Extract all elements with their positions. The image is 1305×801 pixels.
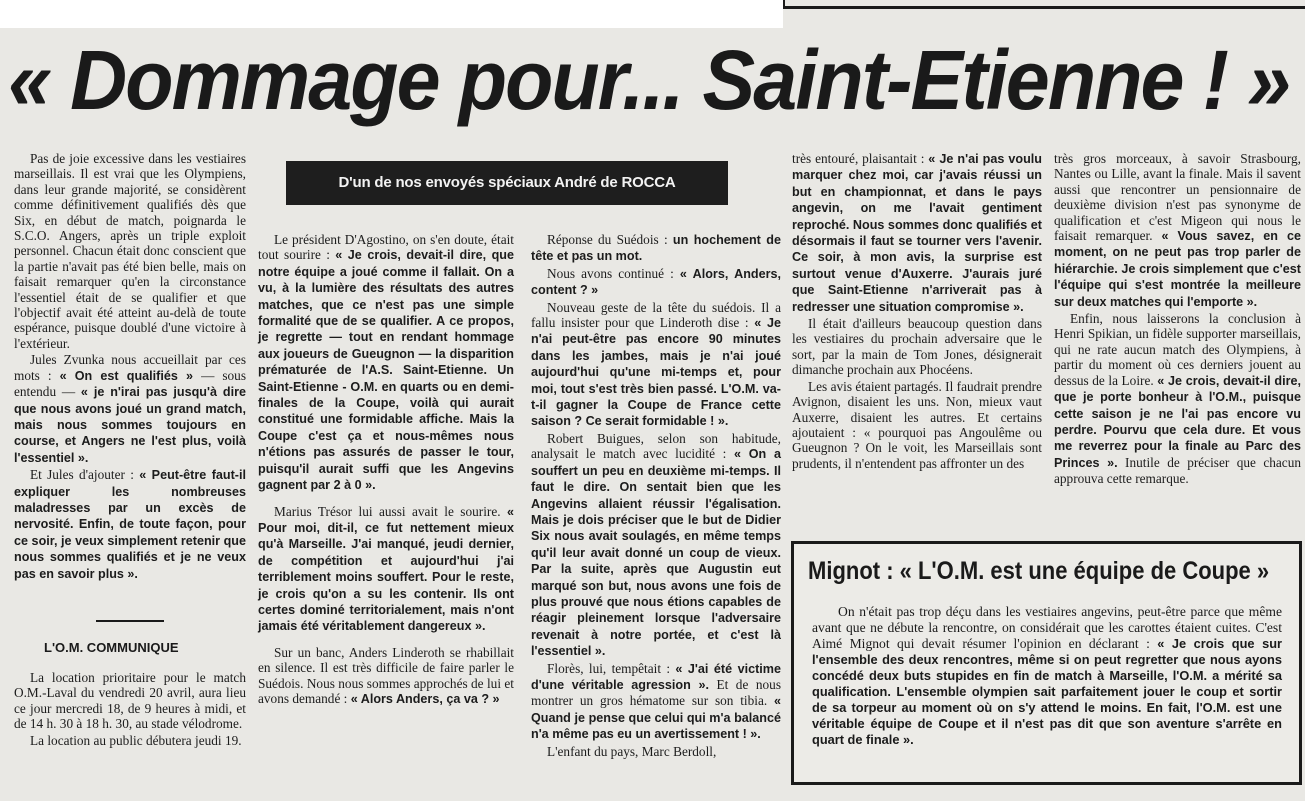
- paragraph: [792, 379, 1042, 471]
- paragraph: [531, 232, 781, 265]
- paragraph: [531, 266, 781, 299]
- quote: « Quand je pense que celui qui m'a balancé n'a même pas eu un avertissement ! ».: [531, 694, 781, 742]
- byline-banner: D'un de nos envoyés spéciaux André de ROCCA: [286, 161, 728, 205]
- text: Le président D'Agostino, on s'en doute, était tout sourire :: [258, 232, 514, 263]
- text: Et Jules d'ajouter :: [30, 467, 140, 483]
- paragraph: Pas de joie excessive dans les vestiaires marseillais. Il est vrai que les Olympiens, dans leur grande majorité, se considèrent comme définitivement qualifiés dès que Six, en début de match, poignarda le S.C.O. Angers, après un triple exploit personnel. Chacun était donc conscient que la partie n'avait pas été bien belle, mais on faisait remarquer qu'en la circonstance l'essentiel était de se qualifier et que l'objectif avait été atteint au-delà de toute espérance, puisque doublé d'une victoire à l'extérieur.: [14, 151, 246, 351]
- quote: « Je crois, devait-il dire, que je porte bonheur à l'O.M., puisque cette saison je ne l'ai pas encore vu perdre. Pourvu que cela dure. Et vous me reverrez pour la finale au Parc des Princes ».: [1054, 373, 1301, 470]
- paragraph: [1054, 311, 1301, 486]
- text: Sur un banc, Anders Linderoth se rhabillait en silence. Il est très difficile de faire parler le Suédois. Nous nous sommes approchés de lui et avons demandé :: [258, 644, 514, 706]
- paragraph: [1054, 151, 1301, 310]
- quote: « Peut-être faut-il expliquer les nombreuses maladresses par un excès de nervosité. Enfin, de toute façon, pour ce soir, je veux simplement retenir que nous sommes qualifiés et je ne veux pas en savoir plus ».: [14, 468, 246, 581]
- quote: « je n'irai pas jusqu'à dire que nous avons joué un grand match, mais nous sommes toujours en course, et Angers ne l'est plus, voilà l'essentiel ».: [14, 385, 246, 465]
- text: Robert Buigues, selon son habitude, analysait le match avec lucidité :: [531, 430, 781, 462]
- paragraph: [14, 467, 246, 582]
- text: Nouveau geste de la tête du suédois. Il a fallu insister pour que Linderoth dise :: [531, 299, 781, 331]
- quote: « Je n'ai peut-être pas encore 90 minutes dans les jambes, mais je n'ai joué aujourd'hui qu'une mi-temps et, pour moi, tout s'est très bien passé. L'O.M. va-t-il gagner la Coupe de France cette saison ? Ce serait formidable ! ».: [531, 316, 782, 429]
- text: — sous entendu —: [14, 367, 247, 400]
- paragraph: La location prioritaire pour le match O.M.-Laval du vendredi 20 avril, aura lieu ce jour mercredi 18, de 9 heures à midi, et de 14 h. 30 à 18 h. 30, au stade vélodrome.: [14, 670, 246, 732]
- communique-body: [14, 670, 246, 749]
- sidebar-title: Mignot : « L'O.M. est une équipe de Coupe »: [808, 557, 1270, 585]
- paragraph: [531, 431, 781, 660]
- paragraph: Il était d'ailleurs beaucoup question dans les vestiaires du prochain adversaire que le sort, par la main de Tom Jones, désignerait dimanche prochain aux Phocéens.: [792, 316, 1042, 378]
- paragraph: [531, 661, 781, 743]
- paragraph: [792, 151, 1042, 315]
- text: Et de nous montrer un gros hématome sur son tibia.: [531, 676, 781, 709]
- text: très gros morceaux, à savoir Strasbourg, Nantes ou Lille, avant la finale. Mais il savent aussi que rencontrer un pensionnaire de deuxième division n'est pas synonyme de qualification et c'est Migeon qui nous le faisait remarquer.: [1054, 151, 1301, 244]
- communique-title: L'O.M. COMMUNIQUE: [44, 640, 179, 655]
- quote: « J'ai été victime d'une véritable agression ».: [531, 661, 781, 692]
- quote: « pourquoi pas Angoulême ou Gueugnon ?: [792, 424, 1042, 456]
- paragraph: La location au public débutera jeudi 19.: [30, 732, 242, 748]
- text: Jules Zvunka nous accueillait par ces mots :: [14, 352, 246, 383]
- article-column-3: [531, 232, 781, 760]
- quote: « On a souffert un peu en deuxième mi-temps. Il faut le dire. On sentait bien que les Angevins allaient réussir l'égalisation. Mais je dois préciser que le but de Didier Six nous avait soulagés, en même temps qu'il leur avait donné un coup de vieux. Par la suite, après que Augustin eut marqué son but, nous avons une fois de plus prouvé que nous étions capables de réagir pleinement lorsque l'adversaire revenait à notre portée, et c'est là l'essentiel ».: [531, 447, 782, 659]
- paragraph: [812, 604, 1282, 748]
- quote: « On est qualifiés »: [59, 368, 194, 383]
- article-column-2: [258, 232, 514, 708]
- quote: « Je crois, devait-il dire, que notre équipe a joué comme il fallait. On a vu, à la lumière des résultats des autres matches, que ce n'est pas une simple formalité que de se qualifier. A ce propos, je regrette — tout en rendant hommage aux joueurs de Gueugnon — la disparition prématurée de l'A.S. Saint-Etienne. Un Saint-Etienne - O.M. en quarts ou en demi-finales de la Coupe, voilà qui aurait constitué une formidable affiche. Mais la Coupe c'est ça et nous-mêmes nous n'étions pas assurés de passer le tour, puisqu'il aurait suffi que les Angevins gagnent par 2 à 0 ».: [258, 248, 514, 493]
- quote: un hochement de tête et pas un mot.: [531, 233, 781, 264]
- paragraph: [531, 300, 781, 430]
- article-column-1: [14, 151, 246, 583]
- quote: « Vous savez, en ce moment, on ne peut pas trop parler de hiérarchie. Je crois simplement que c'est l'équipe qui s'est montrée la meilleure sur deux matches qui l'emporte ».: [1054, 229, 1302, 309]
- quote: « Je n'ai pas voulu marquer chez moi, car j'avais réussi un but en championnat, et dans le pays angevin, on me l'avait gentiment reproché. Nous sommes donc qualifiés et désormais il faut se tourner vers l'avenir. Ce soir, à mon avis, la surprise est surtout venue d'Auxerre. J'aurais juré que Saint-Etienne n'arriverait pas à redresser une situation compromise ».: [792, 152, 1042, 314]
- text: Enfin, nous laisserons la conclusion à Henri Spikian, un fidèle supporter marseillais, qui ne rate aucun match des Olympiens, à partir du moment où ces derniers jouent au dessus de la Loire.: [1054, 311, 1301, 388]
- quote: « Je crois que sur l'ensemble des deux rencontres, même si on peut regretter que nous ayons concédé deux buts stupides en fin de match à Marseille, l'O.M. a mérité sa qualification. L'ensemble olympien sait parfaitement jouer le coup et sortir de sa torpeur au moment où on s'y attend le moins. En fait, l'O.M. est une véritable équipe de Coupe et il n'est pas dit que son aventure s'arrête en quart de finale ».: [812, 636, 1282, 747]
- paragraph: [258, 645, 514, 708]
- quote: « Pour moi, dit-il, ce fut nettement mieux qu'à Marseille. J'ai manqué, jeudi dernier, de compétition et aujourd'hui j'ai terriblement moins souffert. Pour le reste, je crois qu'on a su les contenir. Ils ont certes dominé territorialement, mais n'ont jamais été véritablement dangereux ».: [258, 504, 514, 634]
- sidebar-box: [791, 541, 1302, 785]
- quote: « Alors, Anders, content ? »: [531, 266, 781, 298]
- text: Les avis étaient partagés. Il faudrait prendre Avignon, disaient les uns. Non, mieux vaut Auxerre, disaient les autres. Et certains ajoutaient :: [792, 378, 1042, 440]
- text: très entouré, plaisantait :: [792, 151, 929, 166]
- paragraph: [258, 504, 514, 635]
- text: On n'était pas trop déçu dans les vestiaires angevins, peut-être parce que même avant que ne débute la rencontre, on considérait que les carottes étaient cuites. C'est Aimé Mignot qui devait résumer l'opinion en déclarant :: [812, 604, 1282, 651]
- text: Nous avons continué :: [547, 265, 680, 281]
- text: Inutile de préciser que chacun approuva cette remarque.: [1054, 454, 1301, 487]
- paragraph: L'enfant du pays, Marc Berdoll,: [547, 743, 717, 759]
- separator-rule: [96, 620, 164, 622]
- text: Marius Trésor lui aussi avait le sourire.: [274, 503, 507, 519]
- text: On le voit, les Marseillais sont prudents, il n'entendent pas affronter un des: [792, 440, 1042, 471]
- paragraph: [14, 352, 246, 466]
- text: Réponse du Suédois :: [547, 232, 673, 247]
- text: Florès, lui, tempêtait :: [547, 660, 676, 676]
- article-column-5: [1054, 151, 1301, 488]
- sidebar-body: [812, 604, 1282, 748]
- headline: « Dommage pour... Saint-Etienne ! »: [8, 33, 1290, 127]
- paragraph: [258, 232, 514, 494]
- adjacent-box-border: [783, 0, 1305, 9]
- quote: « Alors Anders, ça va ? »: [350, 691, 500, 706]
- article-column-4: [792, 151, 1042, 472]
